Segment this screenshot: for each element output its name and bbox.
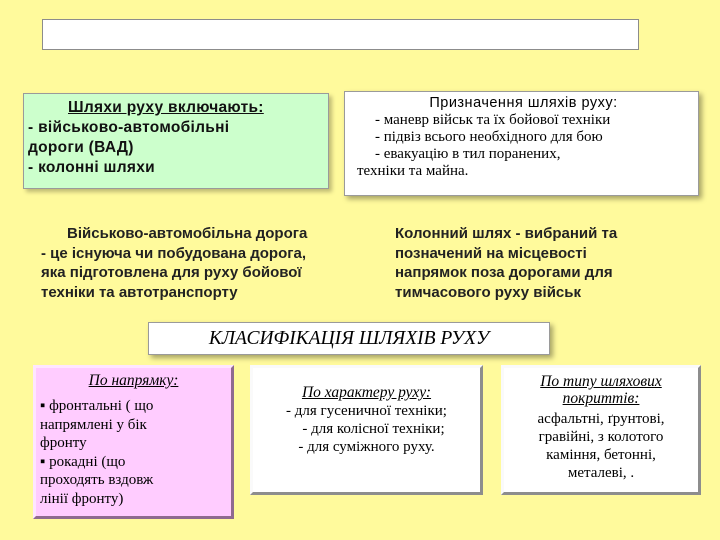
column-path-line: Колонний шлях - вибраний та — [395, 225, 618, 242]
by-movement-heading: По характеру руху: — [301, 384, 432, 401]
by-surface-line: металеві, . — [567, 465, 635, 481]
paths-include-item: дороги (ВАД) — [28, 139, 134, 156]
by-movement-box — [250, 365, 483, 495]
paths-include-item: - колонні шляхи — [28, 159, 156, 176]
military-road-line: техніки та автотранспорту — [41, 283, 238, 301]
column-path-box — [387, 215, 705, 316]
by-direction-item: лінії фронту) — [40, 490, 124, 507]
classification-title: КЛАСИФІКАЦІЯ ШЛЯХІВ РУХУ — [148, 322, 550, 355]
by-direction-box — [33, 365, 234, 519]
by-surface-line: каміння, бетонні, — [546, 447, 656, 463]
by-direction-item: ▪ фронтальні ( що — [40, 397, 231, 416]
military-road-line: Військово-автомобільна дорога — [67, 225, 308, 242]
military-road-line: - це існуюча чи побудована дорога, — [41, 244, 307, 262]
by-surface-box — [501, 365, 701, 495]
purpose-item: - евакуацію в тил поранених, — [375, 146, 561, 162]
by-movement-item: - для суміжного руху. — [298, 439, 435, 455]
by-surface-heading: покриттів: — [562, 390, 640, 407]
military-road-line: яка підготовлена для руху бойової — [41, 264, 302, 281]
by-direction-item: фронту — [40, 435, 87, 451]
by-direction-item: ▪ рокадні (що — [40, 453, 231, 472]
by-surface-line: гравійні, з колотого — [538, 429, 664, 445]
column-path-line: тимчасового руху військ — [395, 283, 581, 301]
title-bar — [42, 19, 639, 50]
paths-include-box — [23, 93, 329, 189]
purpose-item: техніки та майна. — [357, 163, 469, 179]
column-path-line: позначений на місцевості — [395, 244, 587, 262]
by-surface-line: асфальтні, ґрунтові, — [537, 411, 665, 427]
by-direction-item: напрямлені у бік — [40, 416, 147, 433]
by-direction-item: проходять вздовж — [40, 472, 154, 488]
by-movement-item: - для гусеничної техніки; — [286, 403, 447, 419]
purpose-item: - підвіз всього необхідного для бою — [375, 129, 603, 145]
military-road-box — [23, 215, 382, 316]
by-direction-heading: По напрямку: — [88, 372, 179, 389]
by-surface-heading: По типу шляхових — [540, 373, 662, 390]
column-path-line: напрямок поза дорогами для — [395, 264, 613, 281]
purpose-item: - маневр військ та їх бойової техніки — [375, 112, 611, 128]
purpose-box — [344, 91, 699, 196]
paths-include-item: - військово-автомобільні — [28, 119, 230, 136]
paths-include-heading: Шляхи руху включають: — [68, 99, 264, 116]
by-movement-item: - для колісної техніки; — [302, 421, 445, 437]
purpose-heading: Призначення шляхів руху: — [429, 95, 618, 111]
